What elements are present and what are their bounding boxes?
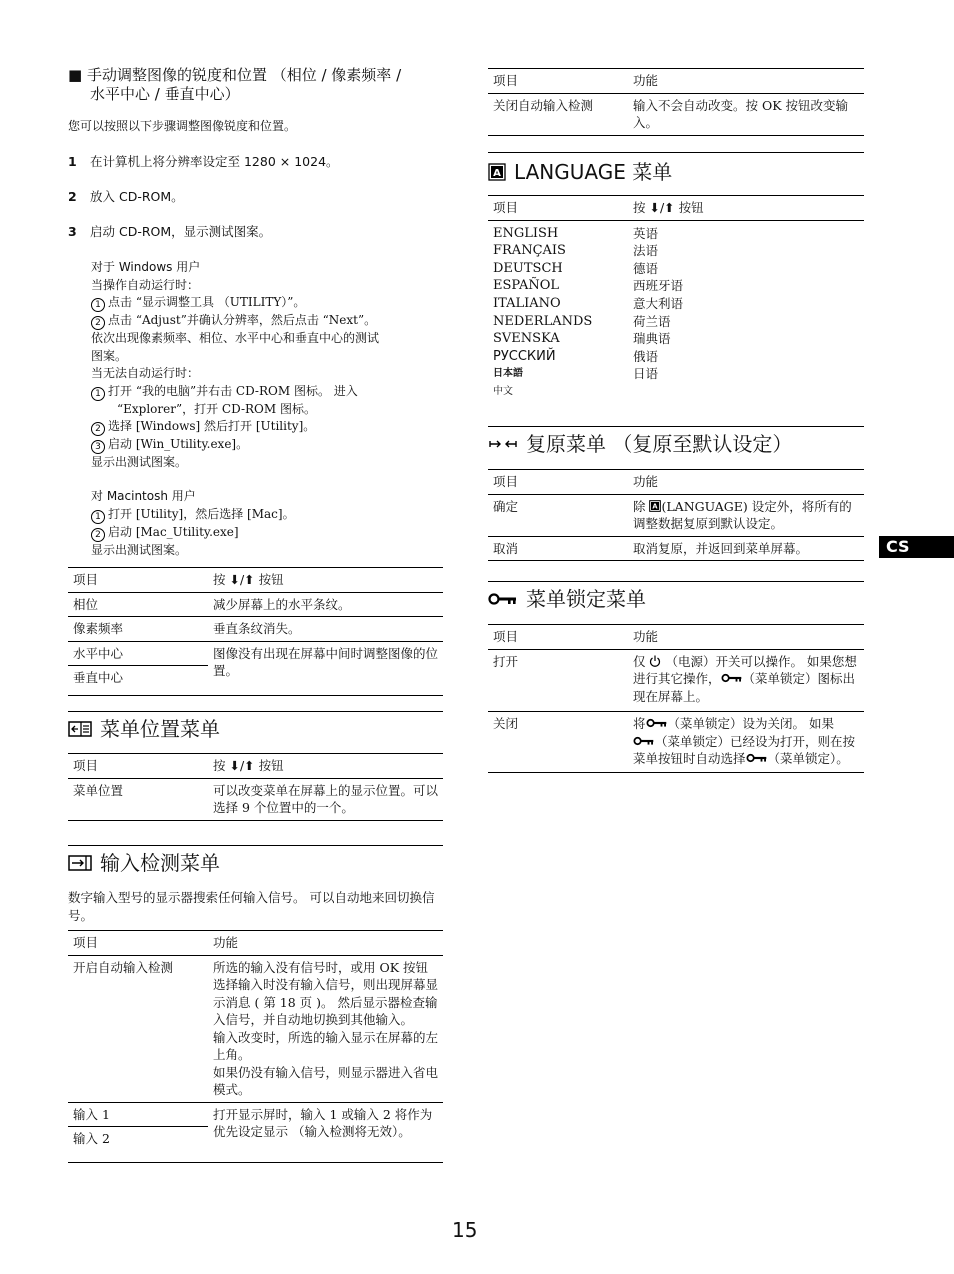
table-row: 日本語 日语 bbox=[493, 366, 659, 382]
menu-lock-table bbox=[488, 624, 864, 773]
table-row: DEUTSCH 德语 bbox=[493, 260, 659, 276]
table-row: 相位 减少屏幕上的水平条纹。 bbox=[68, 592, 443, 617]
table-row: SVENSKA 瑞典语 bbox=[493, 331, 671, 347]
reset-icon bbox=[488, 437, 518, 451]
key-icon bbox=[633, 734, 655, 749]
key-icon bbox=[721, 671, 743, 686]
table-row: NEDERLANDS 荷兰语 bbox=[493, 313, 671, 329]
table-row: 关闭自动输入检测 输入不会自动改变。按 OK 按钮改变输入。 bbox=[488, 93, 864, 135]
language-icon bbox=[649, 499, 661, 514]
menu-lock-title: 菜单锁定菜单 bbox=[488, 586, 864, 612]
step-2: 2 放入 CD-ROM。 bbox=[68, 189, 184, 204]
language-section bbox=[488, 152, 864, 185]
menu-position-title: 菜单位置菜单 bbox=[68, 716, 443, 742]
reset-section bbox=[488, 426, 864, 457]
table-row: РУССКИЙ 俄语 bbox=[493, 348, 659, 364]
table-row: 垂直中心 bbox=[68, 666, 443, 696]
table-row: 打开 仅 （电源）开关可以操作。 如果您想进行其它操作， （菜单锁定）图标出现在屏幕上。 bbox=[488, 649, 864, 712]
table-row: ESPAÑOL 西班牙语 bbox=[493, 278, 684, 294]
language-tab: CS bbox=[879, 536, 954, 558]
language-icon bbox=[488, 163, 506, 181]
table-row: 开启自动输入检测 所选的输入没有信号时，或用 OK 按钮选择输入时没有输入信号，则出现屏幕显示消息 ( 第 18 页 )。 然后显示器检查输入信号，并自动地切换到其他输入。 输入改变时，所选的输入显示在屏幕的左上角。 如果仍没有输入信号，则显示器进入省电模式。 bbox=[68, 955, 443, 1102]
windows-auto-title: 当操作自动运行时： bbox=[91, 277, 200, 292]
svg-text:A: A bbox=[493, 168, 501, 179]
input-sensing-title: 输入检测菜单 bbox=[68, 850, 443, 876]
table-row: 中文 bbox=[493, 385, 513, 397]
input-sensing-section bbox=[68, 845, 443, 876]
menu-position-table bbox=[68, 753, 443, 821]
table-header: 项目 按 ⬇/⬆ 按钮 bbox=[68, 568, 443, 593]
table-row: ITALIANO 意大利语 bbox=[493, 295, 684, 311]
windows-manual-title: 当无法自动运行时： bbox=[91, 366, 200, 380]
reset-title: 复原菜单 （复原至默认设定） bbox=[488, 431, 864, 457]
table-row: 关闭 将 （菜单锁定）设为关闭。 如果 （菜单锁定）已经设为打开，则在按菜单按钮时自动选择 （菜单锁定）。 bbox=[488, 712, 864, 773]
key-icon bbox=[646, 716, 668, 731]
key-icon bbox=[746, 751, 768, 766]
table-header: 项目 按 ⬇/⬆ 按钮 bbox=[68, 754, 443, 779]
mac-title: 对 Macintosh 用户 bbox=[91, 489, 196, 503]
windows-instructions: 对于 Windows 用户 当操作自动运行时： 1 点击 “显示调整工具 （UTILITY）”。 2 点击 “Adjust”并确认分辨率，然后点击 “Next”。 依次出现像素频率、相位、水平中心和垂直中心的测试 图案。 当无法自动运行时： 1 打开 “我的电脑”并右击 CD-ROM 图标。 进入 “Explorer”，打开 CD-ROM 图标。 2 选择 [Windows] 然后打开 [Utility]。 3 启动 [Win_Utility.exe]。 显示出测试图案。 bbox=[91, 259, 446, 472]
table-row: ENGLISH 英语 bbox=[493, 225, 659, 241]
mac-instructions: 对 Macintosh 用户 1 打开 [Utility]，然后选择 [Mac]。 2 启动 [Mac_Utility.exe] 显示出测试图案。 bbox=[91, 488, 446, 559]
table-header: 项目 按 ⬇/⬆ 按钮 bbox=[488, 196, 864, 221]
table-row: 像素频率 垂直条纹消失。 bbox=[68, 617, 443, 642]
auto-input-off-table bbox=[488, 68, 864, 136]
table-row: 输入 1 打开显示屏时，输入 1 或输入 2 将作为优先设定显示 （输入检测将无效）。 bbox=[68, 1102, 443, 1127]
adjust-table bbox=[68, 567, 443, 696]
menu-position-icon bbox=[68, 721, 92, 737]
table-row: 输入 2 bbox=[68, 1127, 443, 1163]
language-table bbox=[488, 195, 864, 405]
reset-table bbox=[488, 469, 864, 561]
table-header: 项目 功能 bbox=[488, 625, 864, 650]
step-3: 3 启动 CD-ROM，显示测试图案。 bbox=[68, 224, 272, 239]
svg-text:A: A bbox=[652, 502, 659, 511]
table-row: 取消 取消复原，并返回到菜单屏幕。 bbox=[488, 536, 864, 561]
table-header: 项目 功能 bbox=[68, 931, 443, 956]
table-header: 项目 功能 bbox=[488, 69, 864, 94]
table-row: 菜单位置 可以改变菜单在屏幕上的显示位置。可以选择 9 个位置中的一个。 bbox=[68, 778, 443, 820]
power-icon bbox=[649, 654, 661, 669]
input-sensing-intro: 数字输入型号的显示器搜索任何输入信号。 可以自动地来回切换信号。 bbox=[68, 890, 435, 923]
table-row: FRANÇAIS 法语 bbox=[493, 243, 659, 259]
sharpness-heading: ■ 手动调整图像的锐度和位置 （相位 / 像素频率 / 水平中心 / 垂直中心） bbox=[68, 66, 402, 103]
table-header: 项目 功能 bbox=[488, 470, 864, 495]
table-row: 确定 除 A (LANGUAGE) 设定外，将所有的调整数据复原到默认设定。 bbox=[488, 494, 864, 536]
input-icon bbox=[68, 855, 92, 871]
page-number: 15 bbox=[452, 1218, 478, 1242]
language-title: A LANGUAGE 菜单 bbox=[488, 159, 864, 185]
step-1: 1 在计算机上将分辨率设定至 1280 × 1024。 bbox=[68, 154, 339, 169]
table-row: 水平中心 图像没有出现在屏幕中间时调整图像的位置。 bbox=[68, 641, 443, 666]
menu-position-section bbox=[68, 711, 443, 742]
input-sensing-table bbox=[68, 930, 443, 1163]
menu-lock-section bbox=[488, 581, 864, 612]
windows-title: 对于 Windows 用户 bbox=[91, 260, 201, 274]
key-icon bbox=[488, 592, 518, 606]
intro-text: 您可以按照以下步骤调整图像锐度和位置。 bbox=[68, 119, 297, 133]
